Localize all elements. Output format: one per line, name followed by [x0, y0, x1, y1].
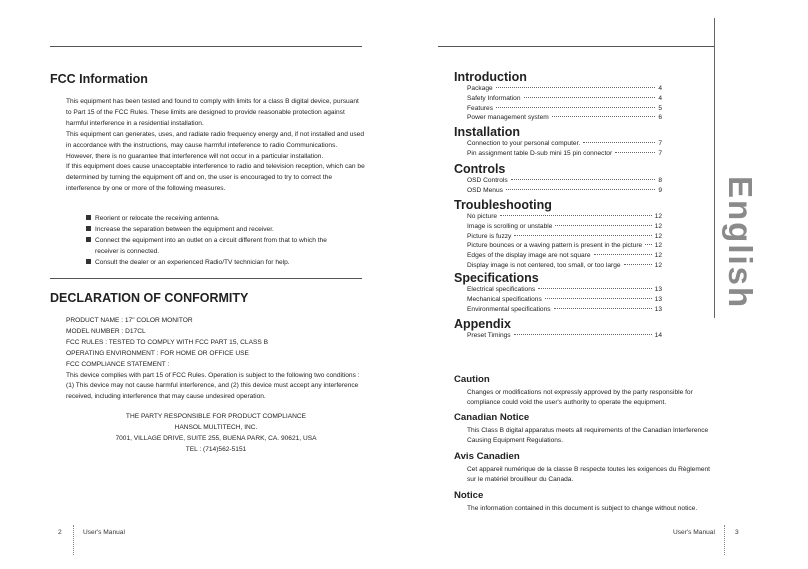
- fcc-paragraph: This equipment can generates, uses, and radiate radio frequency energy and, if not installed and used in accordance with the instructions, may cause harmful inteference to radio Communications. However, there is no guarantee that interference will not occur in a particular installation.: [66, 130, 365, 160]
- declaration-line: FCC RULES : TESTED TO COMPLY WITH FCC PART 15, CLASS B: [66, 338, 269, 346]
- toc-entry[interactable]: Safety Information 4: [467, 94, 662, 102]
- fcc-title: FCC Information: [50, 72, 148, 86]
- toc-entry[interactable]: Image is scrolling or unstable 12: [467, 222, 662, 230]
- party-line: TEL : (714)562-5151: [185, 445, 247, 453]
- square-bullet-icon: [86, 259, 91, 264]
- toc-entry[interactable]: Display image is not centered, too small, or too large 12: [467, 261, 662, 269]
- notice-heading: Avis Canadien: [454, 451, 520, 462]
- top-rule-left: [50, 46, 362, 47]
- declaration-line: This device complies with part 15 of FCC Rules. Operation is subject to the following two conditions : (1) This device may not cause harmful interference, and (2) this device must accept any interference received, including interference that may cause undesired operation.: [66, 371, 360, 401]
- notice-text: Cet appareil numérique de la classe B respecte toutes les exigences du Règlement sur le matériel brouilleur du Canada.: [467, 466, 711, 484]
- notice-text: Changes or modifications not expressly approved by the party responsible for compliance could void the user's authority to operate the equipment.: [467, 389, 693, 407]
- square-bullet-icon: [86, 215, 91, 220]
- top-rule-right: [438, 46, 714, 47]
- footer-label-right: User's Manual: [673, 529, 715, 536]
- toc-entry[interactable]: Preset Timings 14: [467, 332, 662, 339]
- square-bullet-icon: [86, 237, 91, 242]
- toc-heading: Troubleshooting: [454, 198, 552, 212]
- list-item: Increase the separation between the equipment and receiver.: [86, 225, 356, 236]
- toc-heading: Installation: [454, 125, 520, 139]
- fcc-body: [66, 97, 366, 195]
- declaration-line: PRODUCT NAME : 17" COLOR MONITOR: [66, 317, 193, 324]
- fcc-measures-list: [86, 214, 356, 269]
- declaration-title: DECLARATION OF CONFORMITY: [50, 291, 249, 305]
- toc-entry[interactable]: No picture 12: [467, 213, 662, 220]
- toc-entry[interactable]: Features 5: [467, 104, 662, 112]
- toc-heading: Specifications: [454, 271, 539, 285]
- toc-section-controls: [454, 163, 662, 196]
- toc-entry[interactable]: Power management system 6: [467, 114, 662, 122]
- fcc-paragraph: If this equipment does cause unacceptable interference to radio and television reception, which can be determined by turning the equipment off and on, the user is encouraged to try to correct the interference by one or more of the following measures.: [66, 163, 365, 193]
- declaration-line: MODEL NUMBER : D17CL: [66, 327, 146, 335]
- notice-general: [454, 490, 714, 514]
- toc-section-introduction: [454, 71, 662, 123]
- toc-entry[interactable]: OSD Menus 9: [467, 186, 662, 194]
- language-tab-label: English: [722, 176, 759, 310]
- toc-entry[interactable]: Package 4: [467, 85, 662, 92]
- toc-section-installation: [454, 126, 662, 159]
- toc-heading: Controls: [454, 162, 506, 176]
- toc-entry[interactable]: Electrical specifications 13: [467, 286, 662, 293]
- notice-heading: Notice: [454, 490, 484, 501]
- declaration-line: FCC COMPLIANCE STATEMENT :: [66, 360, 170, 368]
- party-line: 7001, VILLAGE DRIVE, SUITE 255, BUENA PARK, CA. 90621, USA: [115, 434, 317, 442]
- square-bullet-icon: [86, 226, 91, 231]
- footer-label-left: User's Manual: [83, 529, 125, 536]
- notice-text: This Class B digital apparatus meets all requirements of the Canadian Interference Causing Equipment Regulations.: [467, 427, 709, 445]
- toc-entry[interactable]: Environmental specifications 13: [467, 305, 662, 313]
- page-number-left: 2: [58, 529, 62, 536]
- notice-heading: Caution: [454, 374, 490, 385]
- toc-entry[interactable]: Mechanical specifications 13: [467, 295, 662, 303]
- page-number-right: 3: [735, 529, 739, 536]
- section-rule: [50, 278, 362, 279]
- toc-entry[interactable]: Picture is fuzzy 12: [467, 232, 662, 240]
- toc-entry[interactable]: Pin assignment table D-sub mini 15 pin connector 7: [467, 149, 662, 157]
- toc-heading: Introduction: [454, 70, 527, 84]
- toc-heading: Appendix: [454, 317, 511, 331]
- list-item: Consult the dealer or an experienced Radio/TV technician for help.: [86, 258, 356, 269]
- toc-entry[interactable]: OSD Controls 8: [467, 177, 662, 184]
- declaration-line: OPERATING ENVIRONMENT : FOR HOME OR OFFICE USE: [66, 349, 249, 357]
- party-line: HANSOL MULTITECH, INC.: [174, 423, 258, 431]
- notice-heading: Canadian Notice: [454, 412, 530, 423]
- responsible-party: [66, 412, 366, 456]
- language-tab-border: [714, 18, 715, 318]
- notice-canadian: [454, 412, 714, 447]
- notice-avis-canadien: [454, 451, 714, 486]
- list-item-continuation: receiver is connected.: [95, 247, 160, 255]
- fcc-paragraph: This equipment has been tested and found to comply with limits for a class B digital device, pursuant to Part 15 of the FCC Rules. These limits are designed to provide reasonable protection against harmful interference in a residential installation.: [66, 98, 359, 127]
- party-line: THE PARTY RESPONSIBLE FOR PRODUCT COMPLIANCE: [125, 413, 307, 420]
- list-item: Reorient or relocate the receiving antenna.: [86, 214, 356, 225]
- toc-entry[interactable]: Picture bounces or a waving pattern is present in the picture 12: [467, 242, 662, 250]
- toc-entry[interactable]: Edges of the display image are not square 12: [467, 252, 662, 260]
- toc-entry[interactable]: Connection to your personal computer. 7: [467, 140, 662, 147]
- toc-section-specifications: [454, 272, 662, 314]
- list-item: Connect the equipment into an outlet on a circuit different from that to which the: [86, 236, 356, 247]
- declaration-body: [66, 316, 366, 403]
- notice-caution: [454, 374, 714, 409]
- toc-section-appendix: [454, 318, 662, 341]
- footer-divider: [724, 525, 725, 555]
- footer-divider: [73, 525, 74, 555]
- notice-text: The information contained in this document is subject to change without notice.: [467, 505, 698, 512]
- toc-section-troubleshooting: [454, 199, 662, 271]
